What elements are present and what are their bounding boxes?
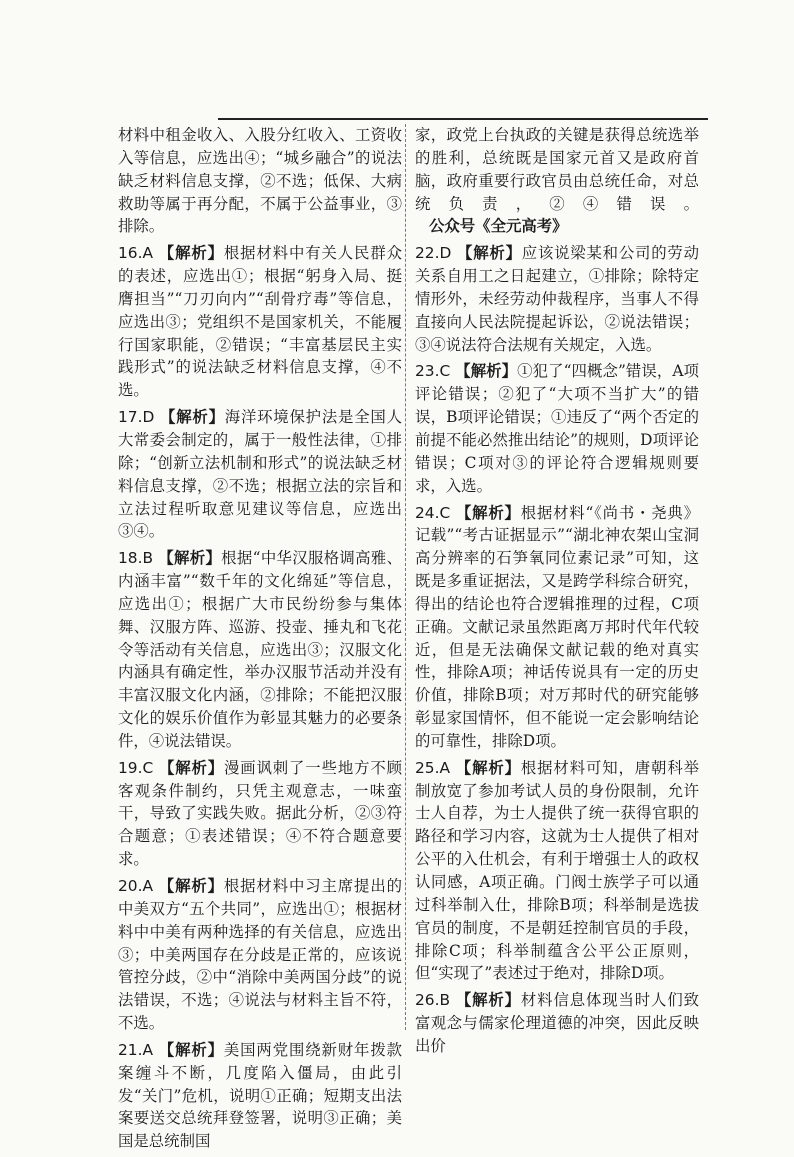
question-number: 16. — [118, 244, 143, 263]
explanation-text: 根据“中华汉服格调高雅、内涵丰富”“数千年的文化绵延”等信息，应选出①；根据广大市民纷纷参与集体舞、汉服方阵、巡游、投壶、捶丸和飞花令等活动有关信息，应选出③；汉服文化内涵具有确定性，举办汉服节活动并没有丰富汉服文化内涵，②排除；不能把汉服文化的娱乐价值作为彰显其魅力的必要条件，④说法错误。 — [118, 549, 402, 750]
explanation-text: 应该说梁某和公司的劳动关系自用工之日起建立，①排除；除特定情形外，未经劳动仲裁程序，当事人不得直接向人民法院提起诉讼，②说法错误；③④说法符合法规有关规定，入选。 — [415, 244, 699, 354]
answer-letter: A — [142, 244, 154, 263]
answer-letter: A — [142, 1040, 154, 1059]
column-divider — [405, 124, 406, 1030]
explanation-text: 漫画讽刺了一些地方不顾客观条件制约，只凭主观意志，一味蛮干，导致了实践失败。据此分析，②③符合题意；①表述错误；④不符合题意要求。 — [118, 758, 402, 869]
answer-item-16 — [118, 242, 402, 402]
answer-item-24 — [415, 502, 699, 753]
answer-item-22 — [415, 242, 699, 356]
answer-letter: C — [439, 503, 451, 522]
answer-letter: B — [439, 991, 451, 1010]
analysis-tag: 【解析】 — [455, 362, 518, 381]
explanation-text: 家，政党上台执政的关键是获得总统选举的胜利，总统既是国家元首又是政府首脑，政府重要行政官员由总统任命，对总统负责，②④错误。 — [415, 126, 699, 213]
analysis-tag: 【解析】 — [455, 758, 521, 777]
explanation-text: ①犯了“四概念”错误，A项评论错误；②犯了“大项不当扩大”的错误，B项评论错误；①违反了“两个否定的前提不能必然推出结论”的规则，D项评论错误；C项对③的评论符合逻辑规则要求，入选。 — [415, 362, 699, 495]
answer-item-18 — [118, 547, 402, 753]
analysis-tag: 【解析】 — [158, 877, 224, 895]
question-number: 20. — [118, 877, 143, 895]
question-number: 17. — [118, 408, 143, 427]
answer-item-25 — [415, 757, 699, 985]
answer-letter: A — [439, 758, 451, 777]
analysis-tag: 【解析】 — [158, 1040, 224, 1059]
explanation-text: 根据材料中习主席提出的中美双方“五个共同”，应选出①；根据材料中中美有两种选择的有关信息，应选出③；中美两国存在分歧是正常的，应该说管控分歧，②中“消除中美两国分歧”的说法错误，不选；④说法与材料主旨不符，不选。 — [118, 877, 402, 1033]
answer-letter: A — [142, 877, 154, 895]
question-number: 22. — [415, 244, 440, 263]
analysis-tag: 【解析】 — [159, 758, 225, 777]
analysis-tag: 【解析】 — [455, 503, 521, 522]
answer-item-20 — [118, 875, 402, 1035]
answer-item-17 — [118, 406, 402, 543]
answer-letter: D — [439, 244, 452, 263]
watermark-text: 公众号《全元高考》 — [429, 217, 568, 236]
answer-item-23 — [415, 360, 699, 497]
explanation-text: 根据材料“《尚书・尧典》记载”“考古证据显示”“湖北神农架山宝洞高分辨率的石笋氧同位素记录”可知，这既是多重证据法，又是跨学科综合研究，得出的结论也符合逻辑推理的过程，C项正确。文献记录虽然距离万邦时代年代较近，但是无法确保文献记载的绝对真实性，排除A项；神话传说具有一定的历史价值，排除B项；对万邦时代的研究能够彰显家国情怀，但不能说一定会影响结论的可靠性，排除D项。 — [415, 503, 699, 750]
question-number: 18. — [118, 549, 143, 568]
question-number: 21. — [118, 1040, 143, 1059]
question-number: 26. — [415, 991, 440, 1010]
explanation-text: 材料信息体现当时人们致富观念与儒家伦理道德的冲突，因此反映出价 — [415, 991, 699, 1055]
question-number: 25. — [415, 758, 440, 777]
explanation-text: 海洋环境保护法是全国人大常委会制定的，属于一般性法律，①排除；“创新立法机制和形式”的说法缺乏材料信息支撑，②不选；根据立法的宗旨和立法过程听取意见建议等信息，应选出③④。 — [118, 408, 402, 541]
question-number: 23. — [415, 362, 440, 381]
explanation-text: 根据材料可知，唐朝科举制放宽了参加考试人员的身份限制，允许士人自荐，为士人提供了统一获得官职的路径和学习内容，这就为士人提供了相对公平的入仕机会，有利于增强士人的政权认同感，A项正确。门阀士族学子可以通过科举制入仕，排除B项；科举制是选拔官员的制度，不是朝廷控制官员的手段，排除C项；科举制蕴含公平公正原则，但“实现了”表述过于绝对，排除D项。 — [415, 758, 699, 983]
question-number: 24. — [415, 503, 440, 522]
answer-item-continued — [415, 124, 699, 238]
answer-letter: D — [142, 408, 155, 427]
answer-item-21 — [118, 1039, 402, 1153]
answer-letter: C — [142, 758, 154, 777]
right-column — [415, 124, 699, 1062]
explanation-text: 材料中租金收入、入股分红收入、工资收入等信息，应选出④；“城乡融合”的说法缺乏材料信息支撑，②不选；低保、大病救助等属于再分配，不属于公益事业，③排除。 — [118, 126, 402, 236]
header-rule — [218, 118, 708, 120]
answer-letter: B — [142, 549, 154, 568]
explanation-text: 美国两党围绕新财年拨款案缠斗不断，几度陷入僵局，由此引发“关门”危机，说明①正确；短期支出法案要送交总统拜登签署，说明③正确；美国是总统制国 — [118, 1040, 402, 1151]
answer-letter: C — [439, 362, 451, 381]
analysis-tag: 【解析】 — [160, 408, 225, 427]
answer-item-continued — [118, 124, 402, 238]
analysis-tag: 【解析】 — [158, 549, 222, 568]
analysis-tag: 【解析】 — [455, 991, 521, 1010]
analysis-tag: 【解析】 — [457, 244, 522, 263]
explanation-text: 根据材料中有关人民群众的表述，应选出①；根据“躬身入局、挺膺担当”“刀刃向内”“刮骨疗毒”等信息，应选出③；党组织不是国家机关，不能履行国家职能，②错误；“丰富基层民主实践形式”的说法缺乏材料信息支撑，④不选。 — [118, 244, 402, 400]
left-column — [118, 124, 402, 1157]
answer-item-26 — [415, 989, 699, 1058]
analysis-tag: 【解析】 — [158, 244, 224, 263]
answer-item-19 — [118, 757, 402, 871]
question-number: 19. — [118, 758, 143, 777]
